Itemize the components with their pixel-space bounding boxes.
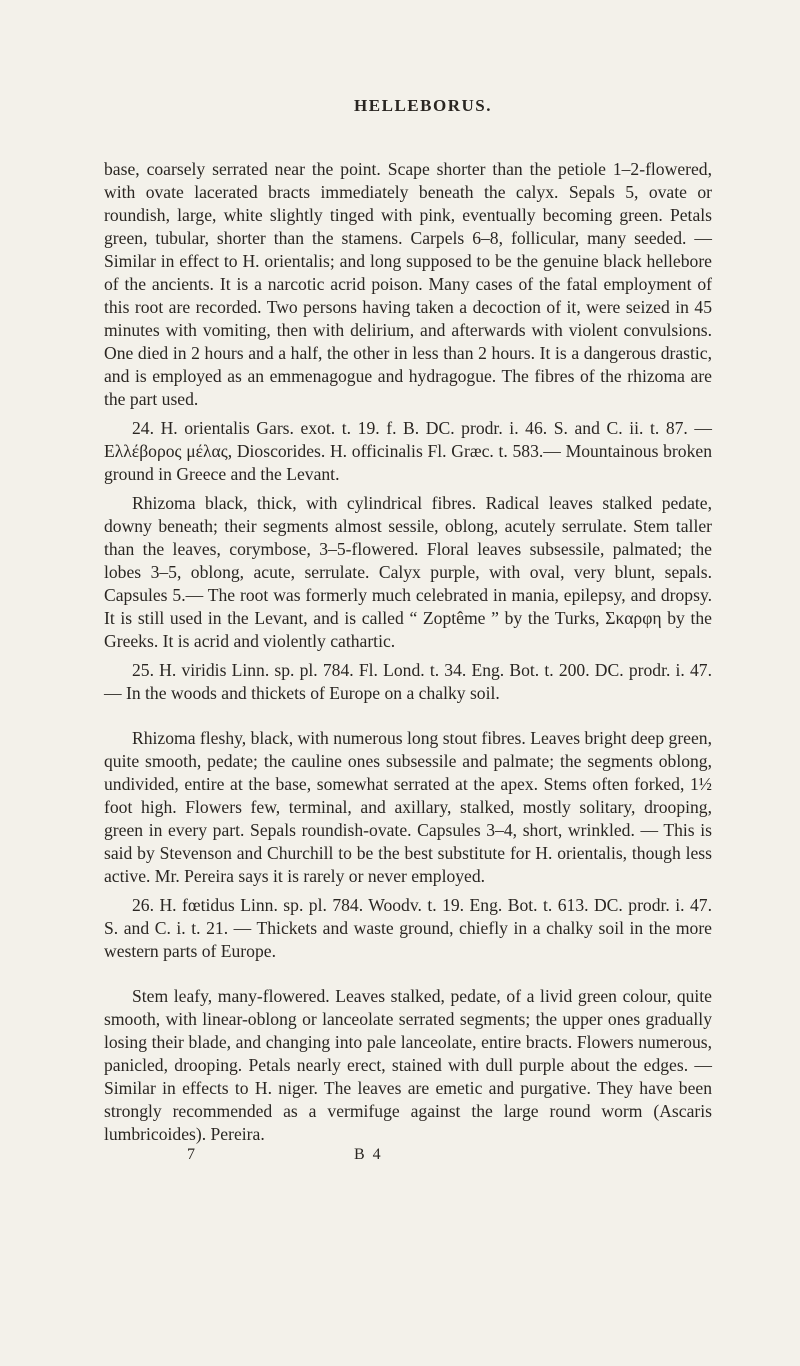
species-entry-viridis: 25. H. viridis Linn. sp. pl. 784. Fl. Lond. t. 34. Eng. Bot. t. 200. DC. prodr. i. 47. — In the woods and thickets of Europe on a chalky soil.: [104, 660, 712, 703]
paragraph-orientalis-description: Rhizoma black, thick, with cylindrical fibres. Radical leaves stalked pedate, downy beneath; their segments almost sessile, oblong, acutely serrulate. Stem taller than the leaves, corymbose, 3–5-flowered. Floral leaves subsessile, palmated; the lobes 3–5, oblong, acute, serrulate. Calyx purple, with oval, very blunt, sepals. Capsules 5.— The root was formerly much celebrated in mania, epilepsy, and dropsy. It is still used in the Levant, and is called “ Zoptême ” by the Turks, Σκαρφη by the Greeks. It is acrid and violently cathartic.: [104, 493, 712, 651]
running-head: HELLEBORUS.: [354, 96, 492, 115]
paragraph-continued-description: base, coarsely serrated near the point. Scape shorter than the petiole 1–2-flowered, with ovate lacerated bracts immediately beneath the calyx. Sepals 5, ovate or roundish, large, white slightly tinged with pink, eventually becoming green. Petals green, tubular, shorter than the stamens. Carpels 6–8, follicular, many seeded. — Similar in effect to H. orientalis; and long supposed to be the genuine black hellebore of the ancients. It is a narcotic acrid poison. Many cases of the fatal employment of this root are recorded. Two persons having taken a decoction of it, were seized in 45 minutes with vomiting, then with delirium, and afterwards with violent convulsions. One died in 2 hours and a half, the other in less than 2 hours. It is a dangerous drastic, and is employed as an emmenagogue and hydragogue. The fibres of the rhizoma are the part used.: [104, 159, 712, 409]
book-page: [104, 96, 712, 1168]
species-entry-orientalis: 24. H. orientalis Gars. exot. t. 19. f. B. DC. prodr. i. 46. S. and C. ii. t. 87. — Ελλέβορος μέλας, Dioscorides. H. officinalis Fl. Græc. t. 583.— Mountainous broken ground in Greece and the Levant.: [104, 418, 712, 484]
paragraph-foetidus-description: Stem leafy, many-flowered. Leaves stalked, pedate, of a livid green colour, quite smooth, with linear-oblong or lanceolate serrated segments; the upper ones gradually losing their blade, and changing into pale lanceolate, entire bracts. Flowers numerous, panicled, drooping. Petals nearly erect, stained with dull purple about the edges. — Similar in effects to H. niger. The leaves are emetic and purgative. They have been strongly recommended as a vermifuge against the large round worm (Ascaris lumbricoides). Pereira.: [104, 986, 712, 1144]
signature-line: [104, 1146, 712, 1168]
signature-mark: B 4: [354, 1146, 383, 1163]
paragraph-viridis-description: Rhizoma fleshy, black, with numerous long stout fibres. Leaves bright deep green, quite smooth, pedate; the cauline ones subsessile and palmate; the segments oblong, undivided, entire at the base, somewhat serrated at the apex. Stems often forked, 1½ foot high. Flowers few, terminal, and axillary, stalked, mostly solitary, drooping, green in every part. Sepals roundish-ovate. Capsules 3–4, short, wrinkled. — This is said by Stevenson and Churchill to be the best substitute for H. orientalis, though less active. Mr. Pereira says it is rarely or never employed.: [104, 728, 712, 886]
species-entry-foetidus: 26. H. fœtidus Linn. sp. pl. 784. Woodv. t. 19. Eng. Bot. t. 613. DC. prodr. i. 47. S. and C. i. t. 21. — Thickets and waste ground, chiefly in a chalky soil in the more western parts of Europe.: [104, 895, 712, 961]
page-number: 7: [187, 1146, 195, 1163]
